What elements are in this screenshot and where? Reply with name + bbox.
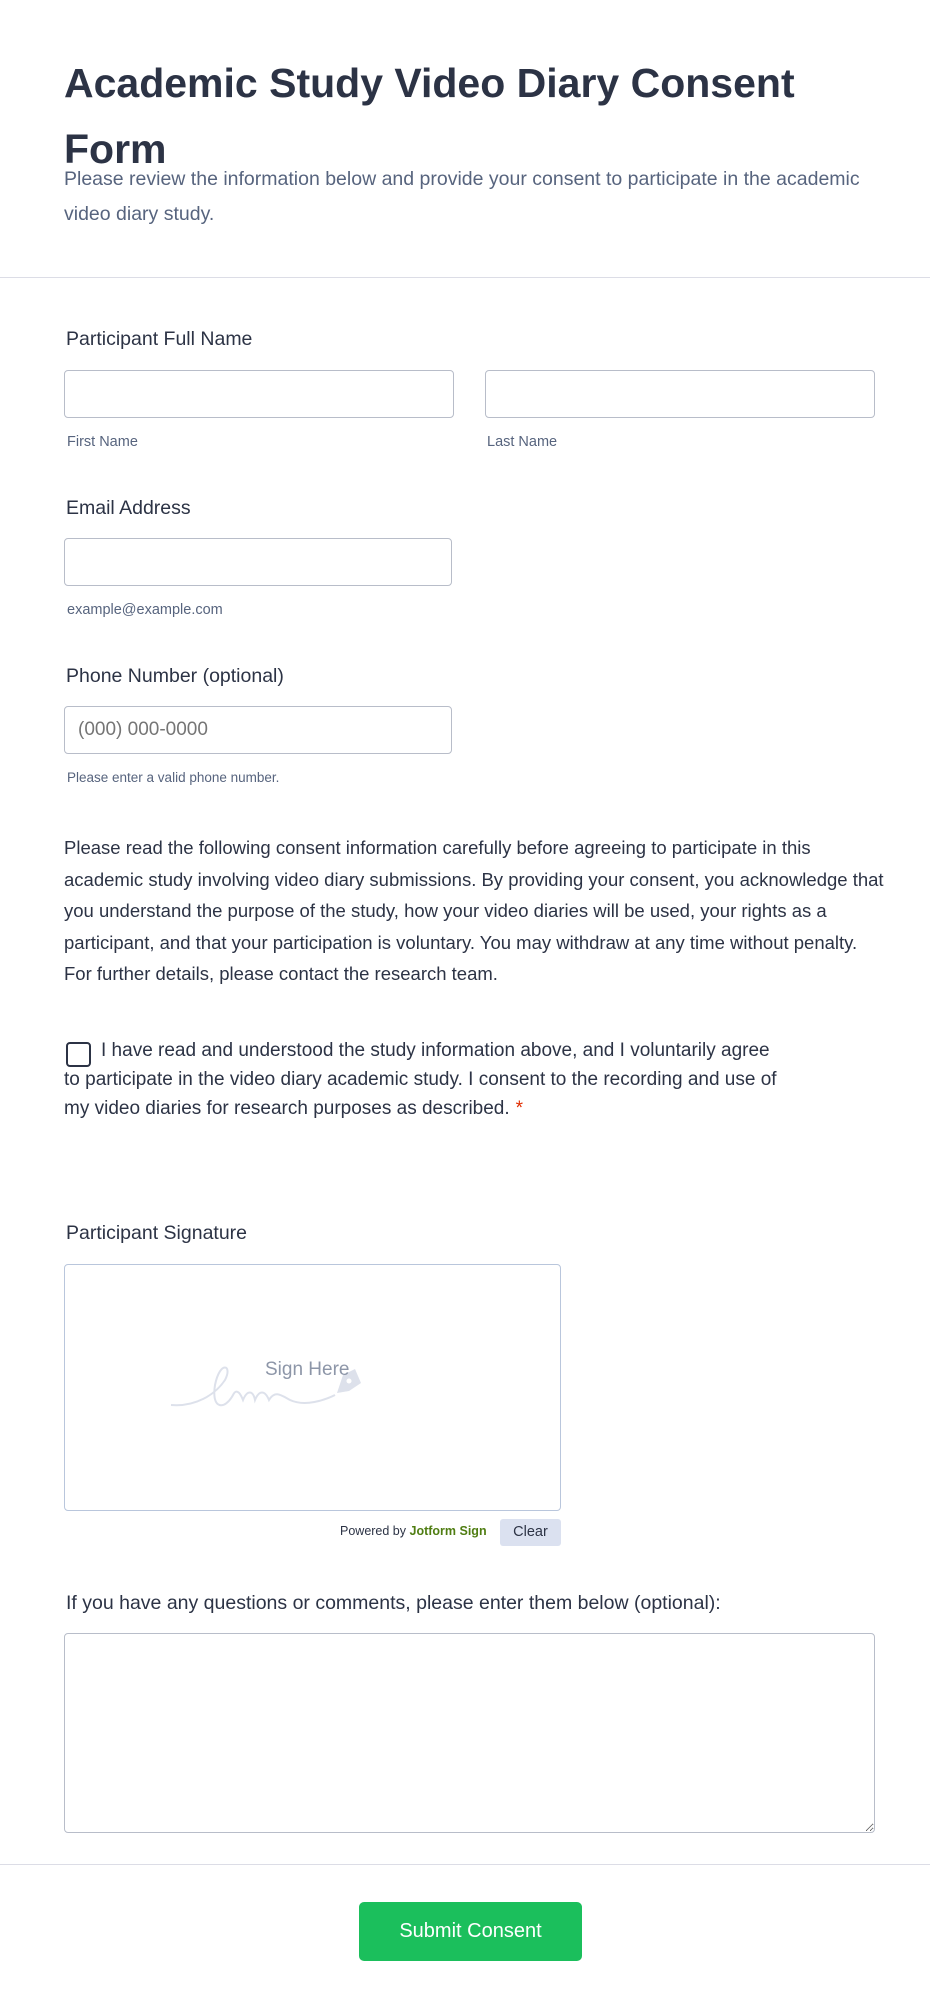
consent-text: I have read and understood the study information above, and I voluntarily agree to participate in the video diary academic study. I consent to the recording and use of my video diaries for research purposes as described. <box>64 1040 777 1119</box>
header-divider <box>0 277 930 278</box>
footer-divider <box>0 1864 930 1865</box>
comments-label: If you have any questions or comments, please enter them below (optional): <box>66 1592 721 1614</box>
phone-label: Phone Number (optional) <box>66 665 284 687</box>
signature-label: Participant Signature <box>66 1222 248 1244</box>
email-sublabel: example@example.com <box>67 602 223 618</box>
last-name-input[interactable] <box>485 370 875 418</box>
signature-pad[interactable] <box>64 1264 561 1511</box>
last-name-sublabel: Last Name <box>487 434 558 450</box>
jotform-sign-brand[interactable]: Jotform Sign <box>409 1524 487 1538</box>
submit-consent-button[interactable]: Submit Consent <box>359 1902 582 1961</box>
powered-by-text: Powered by <box>340 1524 407 1538</box>
required-mark: * <box>515 1098 524 1119</box>
comments-textarea[interactable] <box>64 1633 875 1833</box>
full-name-label: Participant Full Name <box>66 328 253 350</box>
first-name-input[interactable] <box>64 370 454 418</box>
sign-here-placeholder: Sign Here <box>265 1359 350 1380</box>
consent-info-text: Please read the following consent information carefully before agreeing to participate in this academic study involving video diary submissions. By providing your consent, you acknowledge that you understand the purpose of the study, how your video diaries will be used, your rights as a participant, and that your participation is voluntary. You may withdraw at any time without penalty. For further details, please contact the research team. <box>64 837 884 984</box>
consent-checkbox-label[interactable] <box>64 1036 784 1123</box>
clear-signature-button[interactable]: Clear <box>500 1519 561 1546</box>
powered-by <box>340 1524 487 1538</box>
form-subtitle: Please review the information below and provide your consent to participate in the academic video diary study. <box>64 168 860 225</box>
phone-input[interactable] <box>64 706 452 754</box>
first-name-sublabel: First Name <box>67 434 138 450</box>
form-title: Academic Study Video Diary Consent Form <box>64 60 795 172</box>
email-input[interactable] <box>64 538 452 586</box>
email-label: Email Address <box>66 497 191 519</box>
phone-sublabel: Please enter a valid phone number. <box>67 770 280 785</box>
